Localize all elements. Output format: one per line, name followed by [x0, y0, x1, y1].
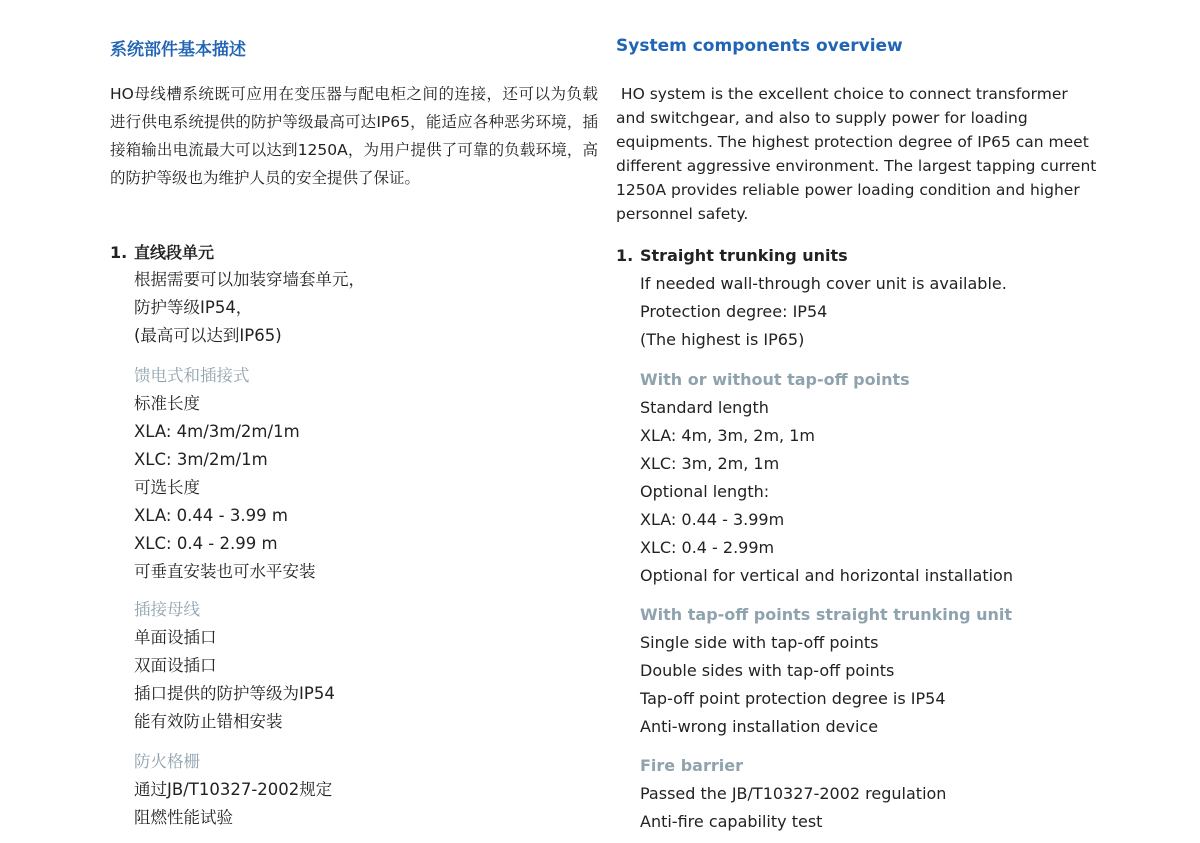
section-line-en: If needed wall-through cover unit is available.: [640, 274, 1007, 293]
subsection-line-cn: 通过JB/T10327-2002规定: [134, 780, 333, 799]
intro-line-en: 1250A provides reliable power loading condition and higher: [616, 181, 1080, 199]
subsection-line-cn: 阻燃性能试验: [134, 808, 233, 827]
section-line-cn: 防护等级IP54，: [134, 298, 253, 317]
subsection-line-cn: XLA: 0.44 - 3.99 m: [134, 506, 288, 525]
section-title-cn: 直线段单元: [134, 243, 215, 262]
page-title-en: System components overview: [616, 36, 903, 56]
subsection-line-en: XLA: 0.44 - 3.99m: [640, 510, 785, 529]
subsection-line-cn: 标准长度: [134, 394, 200, 413]
subsection-line-en: Double sides with tap-off points: [640, 661, 895, 680]
subsection-line-cn: 可垂直安装也可水平安装: [134, 562, 316, 581]
intro-line-en: and switchgear, and also to supply power for loading: [616, 109, 1028, 127]
intro-paragraph-en: [616, 82, 1116, 226]
subsection-line-en: Optional length:: [640, 482, 770, 501]
subsection-line-cn: XLC: 3m/2m/1m: [134, 450, 268, 469]
subsection-title-cn: 插接母线: [134, 600, 200, 619]
subsection-line-en: Optional for vertical and horizontal installation: [640, 566, 1013, 585]
section-number-cn: 1.: [110, 243, 128, 262]
section-line-en: Protection degree: IP54: [640, 302, 828, 321]
subsection-line-cn: 能有效防止错相安装: [134, 712, 283, 731]
subsection-title-cn: 防火格栅: [134, 752, 200, 771]
section-title-en: Straight trunking units: [640, 246, 848, 265]
subsection-line-en: XLC: 0.4 - 2.99m: [640, 538, 775, 557]
intro-line-en: personnel safety.: [616, 205, 749, 223]
intro-line-en: equipments. The highest protection degree of IP65 can meet: [616, 133, 1089, 151]
subsection-line-en: Single side with tap-off points: [640, 633, 879, 652]
subsection-title-en: With or without tap-off points: [640, 370, 910, 389]
subsection-line-cn: 插口提供的防护等级为IP54: [134, 684, 335, 703]
page-title-cn: 系统部件基本描述: [110, 40, 246, 60]
intro-paragraph-cn: HO母线槽系统既可应用在变压器与配电柜之间的连接，还可以为负载进行供电系统提供的防护等级最高可达IP65，能适应各种恶劣环境，插接箱输出电流最大可以达到1250A，为用户提供了可靠的负载环境，高的防护等级也为维护人员的安全提供了保证。: [110, 85, 598, 187]
intro-line-en: different aggressive environment. The largest tapping current: [616, 157, 1097, 175]
section-line-cn: 根据需要可以加装穿墙套单元，: [134, 270, 365, 289]
subsection-line-en: Passed the JB/T10327-2002 regulation: [640, 784, 947, 803]
subsection-line-en: Tap-off point protection degree is IP54: [640, 689, 946, 708]
subsection-line-cn: XLC: 0.4 - 2.99 m: [134, 534, 278, 553]
section-number-en: 1.: [616, 246, 634, 265]
subsection-line-cn: 可选长度: [134, 478, 200, 497]
subsection-title-en: Fire barrier: [640, 756, 743, 775]
subsection-line-en: XLC: 3m, 2m, 1m: [640, 454, 780, 473]
subsection-title-cn: 馈电式和插接式: [134, 366, 250, 385]
subsection-line-en: XLA: 4m, 3m, 2m, 1m: [640, 426, 815, 445]
subsection-line-en: Anti-wrong installation device: [640, 717, 879, 736]
subsection-line-cn: 单面设插口: [134, 628, 217, 647]
subsection-line-en: Anti-fire capability test: [640, 812, 823, 831]
subsection-line-en: Standard length: [640, 398, 769, 417]
subsection-title-en: With tap-off points straight trunking unit: [640, 605, 1013, 624]
intro-line-en: HO system is the excellent choice to connect transformer: [616, 85, 1068, 103]
section-line-en: (The highest is IP65): [640, 330, 805, 349]
subsection-line-cn: 双面设插口: [134, 656, 217, 675]
section-line-cn: (最高可以达到IP65): [134, 326, 282, 345]
subsection-line-cn: XLA: 4m/3m/2m/1m: [134, 422, 300, 441]
